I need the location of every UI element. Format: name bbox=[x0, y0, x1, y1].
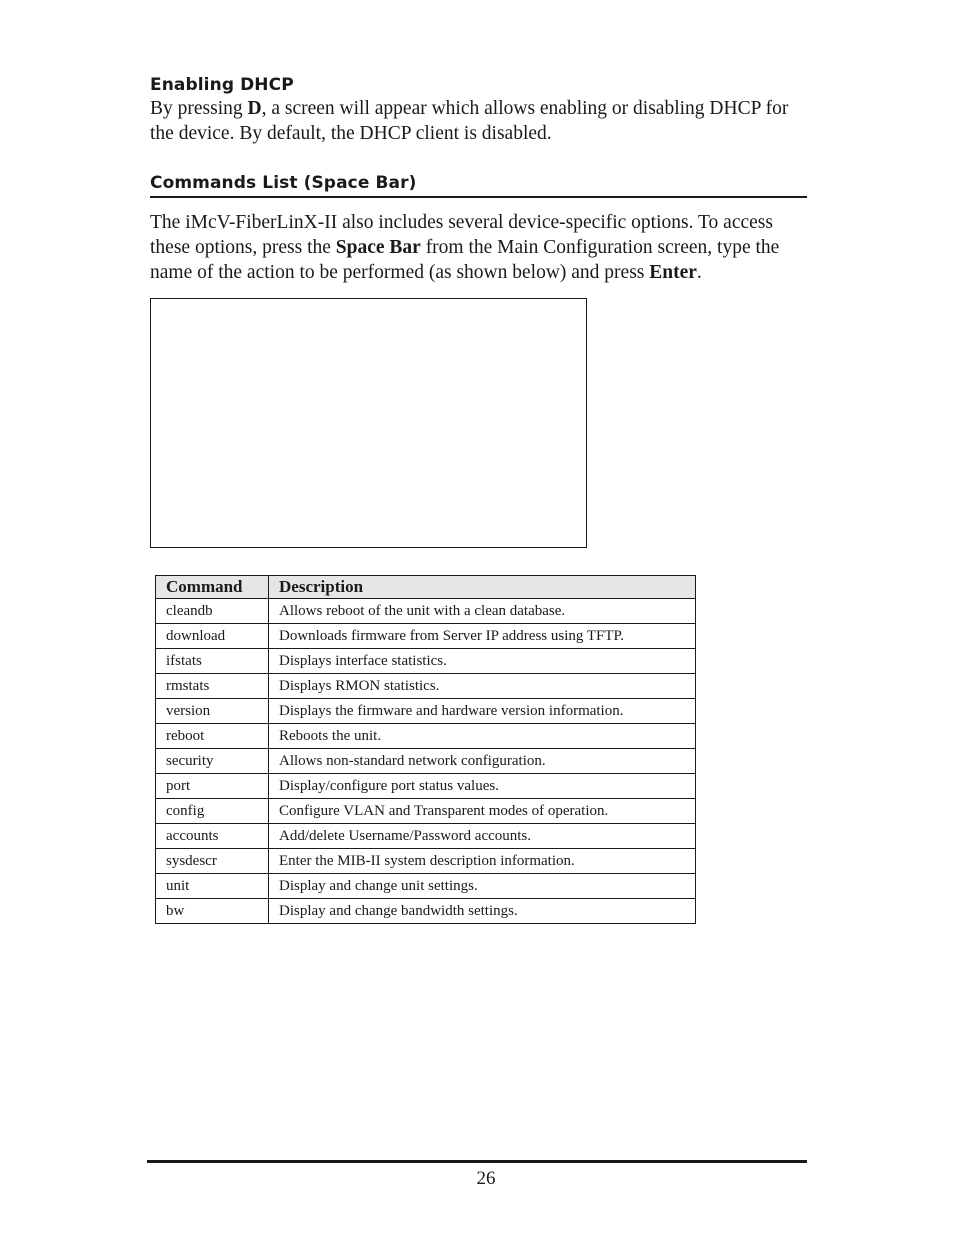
description-cell: Displays the firmware and hardware version information. bbox=[269, 699, 696, 724]
command-cell: cleandb bbox=[156, 599, 269, 624]
command-cell: accounts bbox=[156, 824, 269, 849]
commands-key-space-bar: Space Bar bbox=[335, 237, 421, 258]
commands-text-part-2: from the Main Configuration screen, type the name of the action to be performed (as shown below) and press bbox=[150, 237, 780, 283]
column-header-description: Description bbox=[269, 576, 696, 599]
table-row bbox=[156, 774, 696, 799]
section-divider bbox=[150, 196, 807, 198]
command-cell: port bbox=[156, 774, 269, 799]
command-cell: ifstats bbox=[156, 649, 269, 674]
table-row bbox=[156, 849, 696, 874]
description-cell: Configure VLAN and Transparent modes of operation. bbox=[269, 799, 696, 824]
commands-key-enter: Enter bbox=[649, 262, 697, 283]
commands-table bbox=[155, 575, 696, 924]
table-row bbox=[156, 649, 696, 674]
table-row bbox=[156, 674, 696, 699]
table-row bbox=[156, 699, 696, 724]
command-cell: version bbox=[156, 699, 269, 724]
page-number: 26 bbox=[476, 1168, 496, 1189]
description-cell: Display and change unit settings. bbox=[269, 874, 696, 899]
description-cell: Enter the MIB-II system description information. bbox=[269, 849, 696, 874]
description-cell: Display/configure port status values. bbox=[269, 774, 696, 799]
command-cell: security bbox=[156, 749, 269, 774]
command-cell: rmstats bbox=[156, 674, 269, 699]
command-cell: sysdescr bbox=[156, 849, 269, 874]
description-cell: Add/delete Username/Password accounts. bbox=[269, 824, 696, 849]
table-row bbox=[156, 749, 696, 774]
table-row bbox=[156, 624, 696, 649]
description-cell: Allows reboot of the unit with a clean database. bbox=[269, 599, 696, 624]
dhcp-key-d: D bbox=[247, 98, 262, 119]
description-cell: Allows non-standard network configuration. bbox=[269, 749, 696, 774]
footer-divider bbox=[147, 1160, 807, 1163]
description-cell: Reboots the unit. bbox=[269, 724, 696, 749]
description-cell: Displays RMON statistics. bbox=[269, 674, 696, 699]
command-cell: unit bbox=[156, 874, 269, 899]
table-row bbox=[156, 599, 696, 624]
description-cell: Downloads firmware from Server IP address using TFTP. bbox=[269, 624, 696, 649]
command-cell: bw bbox=[156, 899, 269, 924]
section-heading-enabling-dhcp: Enabling DHCP bbox=[150, 75, 294, 95]
dhcp-text-part-2: , a screen will appear which allows enabling or disabling DHCP for the device. By default, the DHCP client is disabled. bbox=[150, 98, 789, 144]
dhcp-paragraph bbox=[150, 96, 810, 146]
table-row bbox=[156, 799, 696, 824]
command-cell: reboot bbox=[156, 724, 269, 749]
screen-capture-placeholder bbox=[150, 298, 587, 548]
commands-paragraph bbox=[150, 210, 810, 285]
commands-text-part-3: . bbox=[696, 262, 702, 283]
description-cell: Displays interface statistics. bbox=[269, 649, 696, 674]
table-row bbox=[156, 874, 696, 899]
column-header-command: Command bbox=[156, 576, 269, 599]
table-row bbox=[156, 724, 696, 749]
table-row bbox=[156, 824, 696, 849]
section-heading-commands-list: Commands List (Space Bar) bbox=[150, 173, 417, 193]
table-header-row bbox=[156, 576, 696, 599]
command-cell: download bbox=[156, 624, 269, 649]
commands-text-part-1: The iMcV-FiberLinX-II also includes several device-specific options. To access these options, press the bbox=[150, 212, 773, 258]
command-cell: config bbox=[156, 799, 269, 824]
table-row bbox=[156, 899, 696, 924]
dhcp-text-part-1: By pressing bbox=[150, 98, 248, 119]
description-cell: Display and change bandwidth settings. bbox=[269, 899, 696, 924]
